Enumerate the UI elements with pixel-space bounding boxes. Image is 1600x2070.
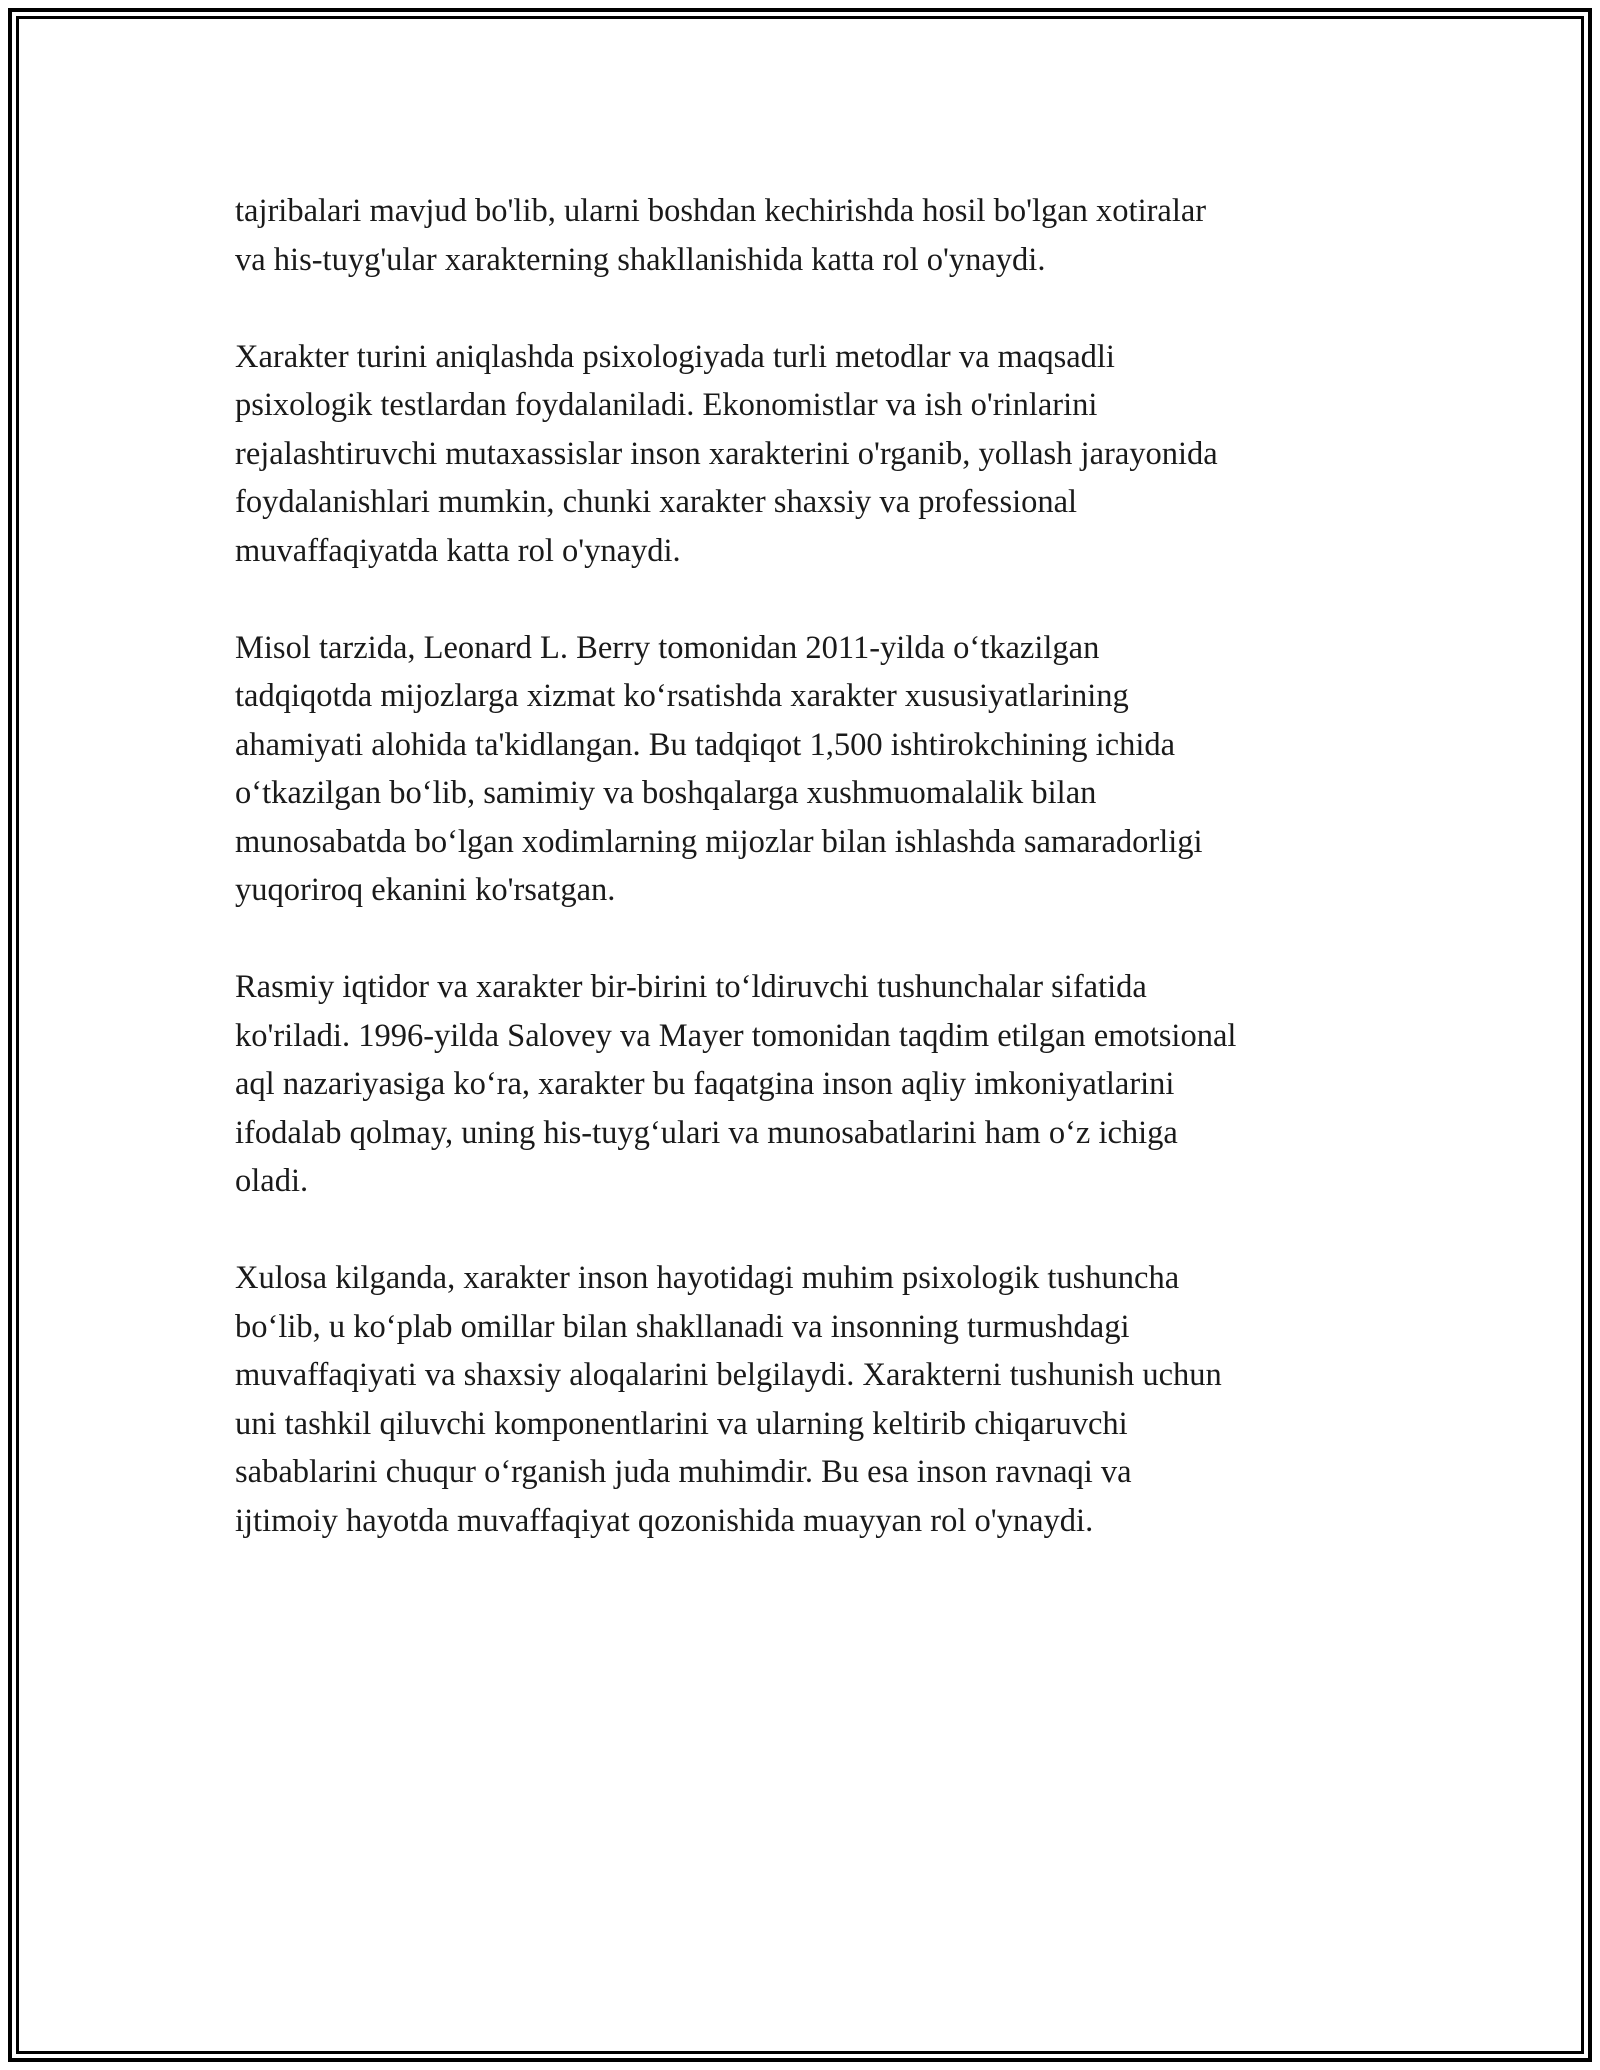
paragraph-1: tajribalari mavjud bo'lib, ularni boshdan kechirishda hosil bo'lgan xotiralar va his-tuyg'ular xarakterning shakllanishida katta rol o'ynaydi. bbox=[235, 193, 1207, 278]
paragraph-3: Misol tarzida, Leonard L. Berry tomonidan 2011-yilda o‘tkazilgan tadqiqotda mijozlarga xizmat ko‘rsatishda xarakter xususiyatlarining ahamiyati alohida ta'kidlangan. Bu tadqiqot 1,500 ishtirokchining ichida o‘tkazilgan bo‘lib, samimiy va boshqalarga xushmuomalalik bilan munosabatda bo‘lgan xodimlarning mijozlar bilan ishlashda samaradorligi yuqoriroq ekanini ko'rsatgan. bbox=[235, 629, 1203, 908]
paragraph-5: Xulosa kilganda, xarakter inson hayotidagi muhim psixologik tushuncha bo‘lib, u ko‘plab omillar bilan shakllanadi va insonning turmushdagi muvaffaqiyati va shaxsiy aloqalarini belgilaydi. Xarakterni tushunish uchun uni tashkil qiluvchi komponentlarini va ularning keltirib chiqaruvchi sabablarini chuqur o‘rganish juda muhimdir. Bu esa inson ravnaqi va ijtimoiy hayotda muvaffaqiyat qozonishida muayyan rol o'ynaydi. bbox=[235, 1260, 1222, 1539]
paragraph-2: Xarakter turini aniqlashda psixologiyada turli metodlar va maqsadli psixologik testlardan foydalaniladi. Ekonomistlar va ish o'rinlarini rejalashtiruvchi mutaxassislar inson xarakterini o'rganib, yollash jarayonida foydalanishlari mumkin, chunki xarakter shaxsiy va professional muvaffaqiyatda katta rol o'ynaydi. bbox=[235, 338, 1218, 569]
document-body bbox=[235, 187, 1385, 1594]
paragraph-4: Rasmiy iqtidor va xarakter bir-birini to‘ldiruvchi tushunchalar sifatida ko'riladi. 1996-yilda Salovey va Mayer tomonidan taqdim etilgan emotsional aql nazariyasiga ko‘ra, xarakter bu faqatgina inson aqliy imkoniyatlarini ifodalab qolmay, uning his-tuyg‘ulari va munosabatlarini ham o‘z ichiga oladi. bbox=[235, 969, 1237, 1199]
